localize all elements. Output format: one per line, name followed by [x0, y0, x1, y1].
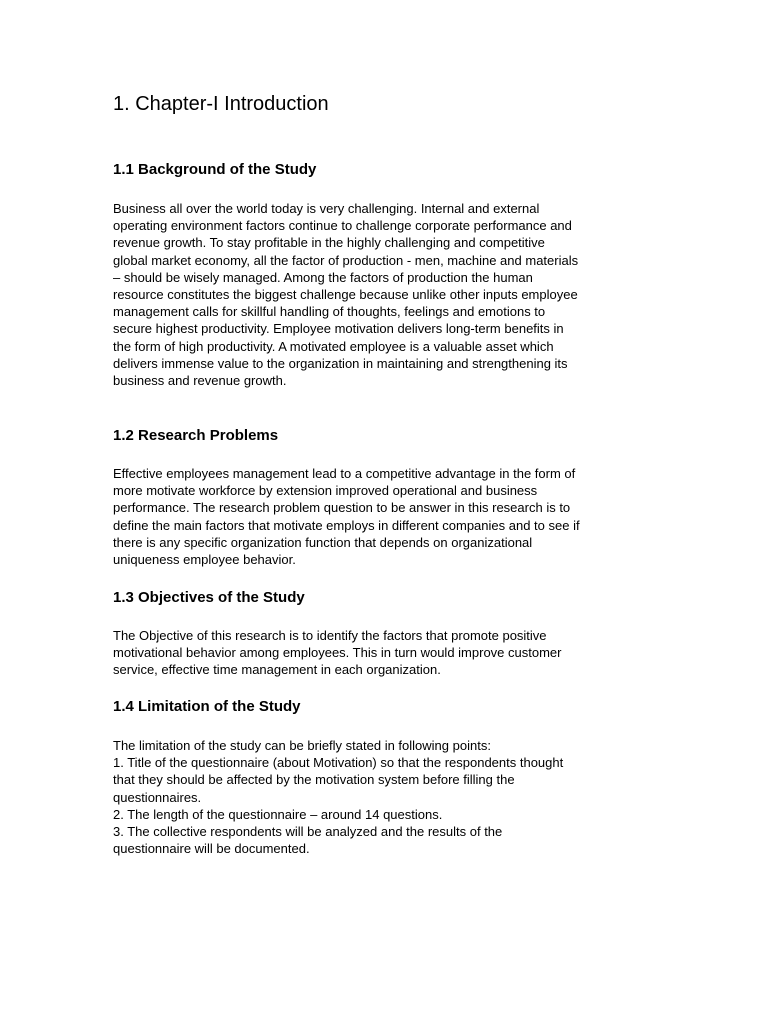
body-line: 3. The collective respondents will be analyzed and the results of the — [113, 824, 503, 840]
body-line: delivers immense value to the organization in maintaining and strengthening its — [113, 355, 568, 371]
body-line: The Objective of this research is to identify the factors that promote positive — [113, 628, 547, 643]
section-heading-background: 1.1 Background of the Study — [113, 161, 317, 178]
body-line: management calls for skillful handling of thoughts, feelings and emotions to — [113, 304, 546, 320]
chapter-title: 1. Chapter-I Introduction — [113, 93, 329, 115]
body-line: the form of high productivity. A motivated employee is a valuable asset which — [113, 338, 554, 354]
body-line: The limitation of the study can be briefly stated in following points: — [113, 738, 491, 753]
body-line: questionnaires. — [113, 789, 202, 805]
body-line: define the main factors that motivate employs in different companies and to see if — [113, 517, 580, 533]
body-line: Business all over the world today is very challenging. Internal and external — [113, 201, 540, 216]
body-line: performance. The research problem question to be answer in this research is to — [113, 500, 571, 516]
body-line: there is any specific organization function that depends on organizational — [113, 534, 533, 550]
body-line: questionnaire will be documented. — [113, 841, 310, 857]
section-heading-objectives: 1.3 Objectives of the Study — [113, 589, 305, 606]
body-line: 1. Title of the questionnaire (about Motivation) so that the respondents thought — [113, 755, 564, 771]
section-heading-limitation: 1.4 Limitation of the Study — [113, 698, 301, 715]
body-line: motivational behavior among employees. This in turn would improve customer — [113, 645, 562, 661]
body-line: Effective employees management lead to a competitive advantage in the form of — [113, 466, 576, 481]
section-body-objectives — [113, 627, 658, 679]
body-line: uniqueness employee behavior. — [113, 552, 296, 568]
section-body-limitation — [113, 737, 658, 857]
body-line: service, effective time management in each organization. — [113, 662, 441, 678]
body-line: revenue growth. To stay profitable in the highly challenging and competitive — [113, 235, 545, 251]
body-line: business and revenue growth. — [113, 373, 287, 389]
section-body-background — [113, 200, 658, 389]
body-line: 2. The length of the questionnaire – around 14 questions. — [113, 806, 443, 822]
body-line: more motivate workforce by extension improved operational and business — [113, 483, 538, 499]
body-line: resource constitutes the biggest challenge because unlike other inputs employee — [113, 287, 578, 303]
body-line: that they should be affected by the motivation system before filling the — [113, 772, 515, 788]
body-line: global market economy, all the factor of production - men, machine and materials — [113, 252, 579, 268]
body-line: – should be wisely managed. Among the factors of production the human — [113, 269, 533, 285]
section-body-research-problems — [113, 465, 658, 568]
body-line: secure highest productivity. Employee motivation delivers long-term benefits in — [113, 321, 564, 337]
section-heading-research-problems: 1.2 Research Problems — [113, 427, 279, 444]
body-line: operating environment factors continue to challenge corporate performance and — [113, 218, 572, 234]
